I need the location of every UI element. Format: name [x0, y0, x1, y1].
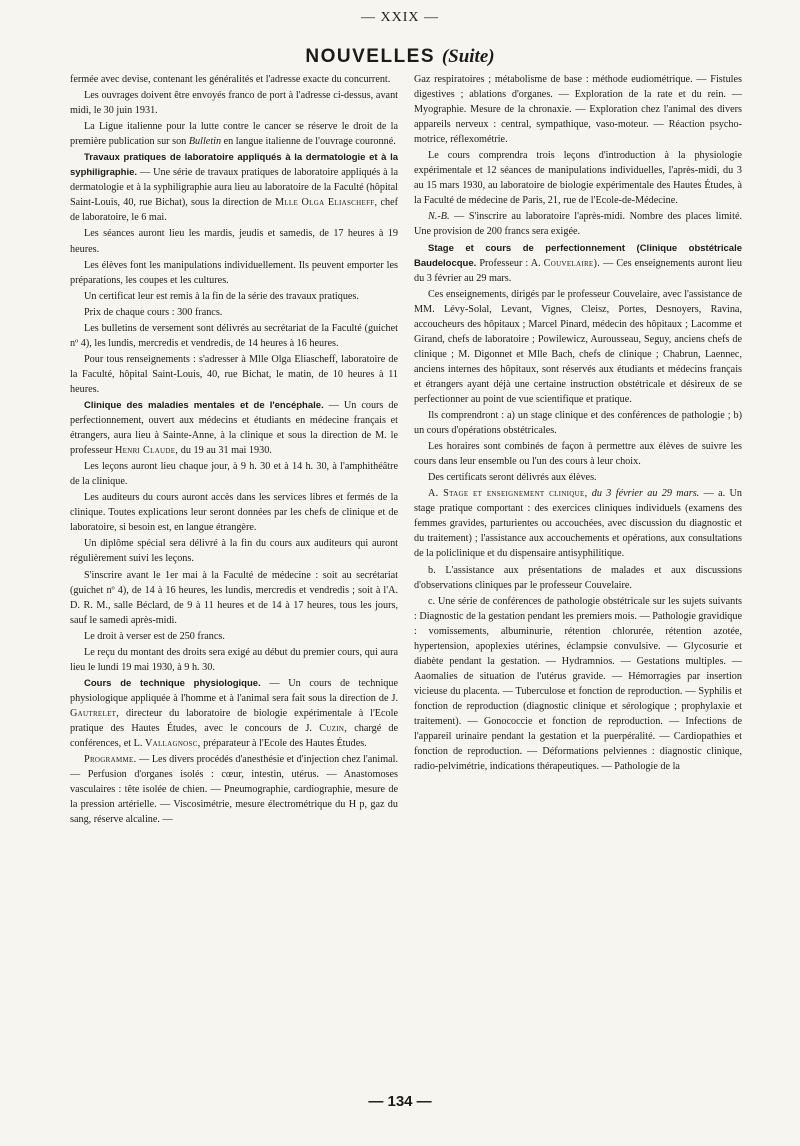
- section-heading: Travaux pratiques de laboratoire appliqués à la dermatologie et à la syphiligraphie.: [70, 152, 398, 179]
- page-number: — 134 —: [368, 1093, 432, 1110]
- paragraph: Le cours comprendra trois leçons d'introduction à la physiologie expérimentale et 12 séances de manipulations individuelles, l'après-midi, du 3 au 15 mars 1930, au laboratoire de biologie expérimentale des Hautes Études, à la Faculté de médecine de Paris, 21, rue de l'Ecole-de-Médecine.: [414, 150, 742, 207]
- paragraph: Programme. — Les divers procédés d'anesthésie et d'injection chez l'animal. — Perfusion d'organes isolés : cœur, intestin, utérus. — Anastomoses vasculaires : tête isolée de chien. — Pneumographie, cardiographie, mesure de la pression artérielle. — Viscosimétrie, mesure électrométrique du H p, gaz du sang, réserve alcaline. —: [70, 754, 399, 826]
- paragraph: Les leçons auront lieu chaque jour, à 9 h. 30 et à 14 h. 30, à l'amphithéâtre de la clinique.: [70, 461, 398, 488]
- section-technique-physiologique: Cours de technique physiologique. — Un cours de technique physiologique appliquée à l'homme et à l'animal sera fait sous la direction de J. Gautrelet, directeur du laboratoire de biologie expérimentale à l'Ecole pratique des Hautes Études, avec le concours de J. Cuzin, chargé de conférences, et L. Vallagnosc, préparateur à l'Ecole des Hautes Études.: [70, 677, 399, 750]
- paragraph: A. Stage et enseignement clinique, du 3 février au 29 mars. — a. Un stage pratique comportant : des exercices cliniques individuels (examens des femmes gravides, parturientes ou accouchées, avec discussion du diagnostic et du traitement) ; l'assistance aux accouchements et opérations, aux consultations de la policlinique et du dispensaire antisyphilitique.: [414, 488, 742, 560]
- paragraph: Les élèves font les manipulations individuellement. Ils peuvent emporter les préparations, les coupes et les cultures.: [70, 259, 398, 286]
- section-clinique-maladies-mentales: Clinique des maladies mentales et de l'encéphale. — Un cours de perfectionnement, ouvert aux médecins et étudiants en médecine français et étrangers, aura lieu à Sainte-Anne, à la clinique et sous la direction de M. le professeur Henri Claude, du 19 au 31 mai 1930.: [70, 399, 399, 457]
- paragraph: Le reçu du montant des droits sera exigé au début du premier cours, qui aura lieu le lundi 19 mai 1930, à 9 h. 30.: [70, 646, 398, 673]
- section-heading: Stage et cours de perfectionnement (Clinique obstétricale Baudelocque.: [414, 242, 742, 269]
- paragraph: N.-B. — S'inscrire au laboratoire l'après-midi. Nombre des places limité. Une provision de 200 francs sera exigée.: [414, 211, 742, 238]
- paragraph: Les ouvrages doivent être envoyés franco de port à l'adresse ci-dessus, avant midi, le 30 juin 1931.: [70, 90, 398, 117]
- text-columns: [70, 72, 742, 1094]
- paragraph: Les horaires sont combinés de façon à permettre aux élèves de suivre les cours dans leur ensemble ou l'un des cours à leur choix.: [414, 441, 742, 468]
- paragraph: Ces enseignements, dirigés par le professeur Couvelaire, avec l'assistance de MM. Lévy-Solal, Levant, Vignes, Cleisz, Portes, Desnoyers, Ravina, accoucheurs des hôpitaux ; Marcel Pinard, médecin des hôpitaux ; Lacomme et Girand, chefs de laboratoire ; Powilewicz, Aurousseau, Seguy, anciens chefs de clinique ; M. Digonnet et Mlle Bach, chefs de clinique ; Chabrun, Laennec, anciens internes des hôpitaux, sont réservés aux étudiants et médecins français et étrangers ayant déjà une certaine instruction obstétricale et désireux de se perfectionner au point de vue scientifique et pratique.: [414, 288, 742, 405]
- title-text: NOUVELLES: [305, 46, 436, 67]
- page-roman-numeral: — XXIX —: [361, 10, 439, 25]
- paragraph: Les auditeurs du cours auront accès dans les services libres et fermés de la clinique. Toutes explications leur seront données par les chefs de clinique et de laboratoire, si besoin est, en langue étrangère.: [70, 492, 398, 534]
- left-column: [70, 72, 398, 1094]
- paragraph: Des certificats seront délivrés aux élèves.: [428, 472, 597, 484]
- paragraph: S'inscrire avant le 1er mai à la Faculté de médecine : soit au secrétariat (guichet nº 4), de 14 à 16 heures, les lundis, mercredis et vendredis ; soit à l'A. D. R. M., salle Béclard, de 9 à 11 heures et de 14 à 17 heures, tous les jours, sauf le samedi après-midi.: [70, 569, 398, 626]
- title-suite: (Suite): [441, 46, 495, 67]
- paragraph: Le droit à verser est de 250 francs.: [84, 630, 225, 642]
- paragraph: Ils comprendront : a) un stage clinique et des conférences de pathologie ; b) un cours d'opérations obstétricales.: [414, 410, 742, 437]
- section-stage-baudelocque: Stage et cours de perfectionnement (Clinique obstétricale Baudelocque. Professeur : A. Couvelaire). — Ces enseignements auront lieu du 3 février au 29 mars.: [414, 242, 742, 284]
- paragraph: Pour tous renseignements : s'adresser à Mlle Olga Eliascheff, laboratoire de la Faculté, hôpital Saint-Louis, 40, rue Bichat, le matin, de 10 heures à 11 heures.: [70, 353, 398, 395]
- paragraph: b. L'assistance aux présentations de malades et aux discussions d'observations cliniques par le professeur Couvelaire.: [414, 564, 742, 591]
- running-title: [0, 46, 800, 68]
- paragraph: fermée avec devise, contenant les généralités et l'adresse exacte du concurrent.: [70, 74, 391, 85]
- paragraph: Gaz respiratoires ; métabolisme de base : méthode eudiométrique. — Fistules digestives ; ablations d'organes. — Exploration de la rate et du rein. — Myographie. Mesure de la chronaxie. — Exploration chez l'animal des divers appareils nerveux : central, sympathique, vaso-moteur. — Réaction psycho-motrice, réflexométrie.: [414, 74, 742, 146]
- paragraph: Les bulletins de versement sont délivrés au secrétariat de la Faculté (guichet nº 4), les lundis, mercredis et vendredis, de 14 heures à 16 heures.: [70, 322, 398, 349]
- paragraph: Un diplôme spécial sera délivré à la fin du cours aux auditeurs qui auront régulièrement suivi les leçons.: [70, 538, 398, 565]
- paragraph: Les séances auront lieu les mardis, jeudis et samedis, de 17 heures à 19 heures.: [70, 228, 398, 255]
- paragraph: Prix de chaque cours : 300 francs.: [84, 306, 223, 318]
- paragraph: c. Une série de conférences de pathologie obstétricale sur les sujets suivants : Diagnostic de la gestation pendant les premiers mois. — Pathologie gravidique : vomissements, albuminurie, rétention chlorurée, rétention azotée, hypertension, apoplexies utérines, éclampsie convulsive. — Glycosurie et diabète pendant la gestation. — Hydramnios. — Gestations multiples. — Aaomalies de situation de l'utérus gravide. — Hémorragies par insertion vicieuse du placenta. — Tuberculose et fonction de reproduction. — Syphilis et fonction de reproduction (diagnostic clinique et sérologique ; prophylaxie et traitement). — Gonococcie et fonction de reproduction. — Infections de l'appareil urinaire pendant la gestation et la puerpéralité. — Cardiopathies et fonction de reproduction. — Déformations pelviennes : diagnostic clinique, radio-pelvimétrie, indications thérapeutiques. — Pathologie de la: [414, 595, 742, 773]
- section-heading: Clinique des maladies mentales et de l'encéphale.: [84, 399, 324, 411]
- right-column: [414, 72, 742, 1094]
- paragraph: La Ligue italienne pour la lutte contre le cancer se réserve le droit de la première publication sur son Bulletin en langue italienne de l'ouvrage couronné.: [70, 121, 398, 148]
- section-travaux-pratiques: Travaux pratiques de laboratoire appliqués à la dermatologie et à la syphiligraphie. — Une série de travaux pratiques de laboratoire appliqués à la dermatologie et à la syphiligraphie aura lieu au laboratoire de la Faculté (hôpital Saint-Louis, 40, rue Bichat), sous la direction de Mlle Olga Eliascheff, chef de laboratoire, le 6 mai.: [70, 152, 399, 224]
- section-heading: Cours de technique physiologique.: [84, 677, 261, 689]
- paragraph: Un certificat leur est remis à la fin de la série des travaux pratiques.: [84, 290, 359, 302]
